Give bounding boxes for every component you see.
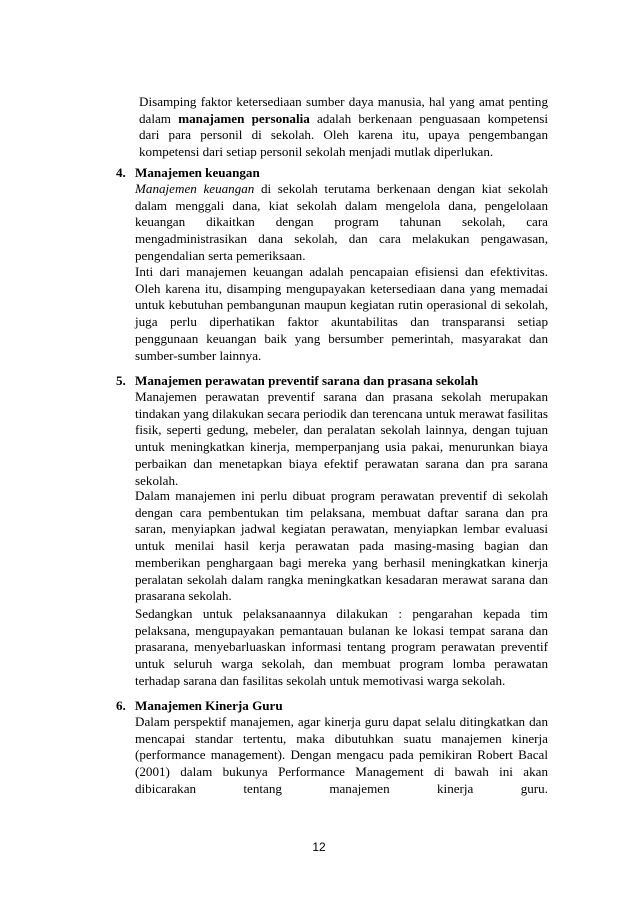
intro-text-part2: adalah berkenaan penguasaan kompetensi dari para personil di sekolah. Oleh karena itu, upaya pengembangan kompetensi dari setiap personil sekolah menjadi mutlak diperlukan. <box>139 110 548 160</box>
section-5-paragraph-1: Manajemen perawatan preventif sarana dan prasana sekolah merupakan tindakan yang dilakukan secara periodik dan terencana untuk merawat fasilitas fisik, seperti gedung, mebeler, dan peralatan sekolah lainnya, dengan tujuan untuk meningkatkan kinerja, memperpanjang usia pakai, menurunkan biaya perbaikan dan menetapkan biaya efektif perawatan sarana dan pra sarana sekolah. <box>135 389 548 488</box>
page-number: 12 <box>312 840 326 854</box>
intro-paragraph <box>139 94 548 161</box>
section-6-title: Manajemen Kinerja Guru <box>135 698 283 713</box>
section-4-title: Manajemen keuangan <box>135 165 260 180</box>
section-6-number: 6. <box>116 698 126 713</box>
section-5-paragraph-2: Dalam manajemen ini perlu dibuat program perawatan preventif di sekolah dengan cara pembentukan tim pelaksana, membuat daftar sarana dan pra saran, menyiapkan jadwal kegiatan perawatan, menyiapkan lembar evaluasi untuk menilai hasil kerja perawatan pada masing-masing bagian dan memberikan penghargaan bagi mereka yang berhasil meningkatkan kinerja peralatan sekolah dalam rangka meningkatkan kesadaran merawat sarana dan prasarana sekolah. <box>135 488 548 604</box>
section-4-italic-term: Manajemen keuangan <box>135 181 255 196</box>
section-5-paragraph-3: Sedangkan untuk pelaksanaannya dilakukan : pengarahan kepada tim pelaksana, mengupayakan pemantauan bulanan ke lokasi tempat sarana dan prasarana, menyebarluaskan informasi tentang program perawatan preventif untuk seluruh warga sekolah, dan membuat program lomba perawatan terhadap sarana dan fasilitas sekolah untuk memotivasi warga sekolah. <box>135 606 548 688</box>
section-4-p1-text: di sekolah terutama berkenaan dengan kiat sekolah dalam menggali dana, kiat sekolah dalam mengelola dana, pengelolaan keuangan dikaitkan dengan program tahunan sekolah, cara mengadministrasikan dana sekolah, dan cara melakukan pengawasan, pengendalian serta pemeriksaan. <box>135 181 548 263</box>
section-6-paragraph-1: Dalam perspektif manajemen, agar kinerja guru dapat selalu ditingkatkan dan mencapai standar tertentu, maka dibutuhkan suatu manajemen kinerja (performance management). Dengan mengacu pada pemikiran Robert Bacal (2001) dalam bukunya Performance Management di bawah ini akan dibicarakan tentang manajemen kinerja guru. <box>135 714 548 796</box>
intro-text-part1: Disamping faktor ketersediaan sumber daya manusia, hal yang amat penting dalam <box>139 94 548 126</box>
intro-bold-term: manajamen personalia <box>178 110 310 126</box>
section-5-title: Manajemen perawatan preventif sarana dan prasana sekolah <box>135 373 479 388</box>
section-4-number: 4. <box>116 165 126 180</box>
section-4-paragraph-2: Inti dari manajemen keuangan adalah pencapaian efisiensi dan efektivitas. Oleh karena itu, disamping mengupayakan ketersediaan dana yang memadai untuk kebutuhan pembangunan maupun kegiatan rutin operasional di sekolah, juga perlu diperhatikan faktor akuntabilitas dan transparansi setiap penggunaan keuangan baik yang bersumber pemerintah, masyarakat dan sumber-sumber lainnya. <box>135 264 548 363</box>
section-5-number: 5. <box>116 373 126 388</box>
section-4-paragraph-1 <box>135 181 548 265</box>
